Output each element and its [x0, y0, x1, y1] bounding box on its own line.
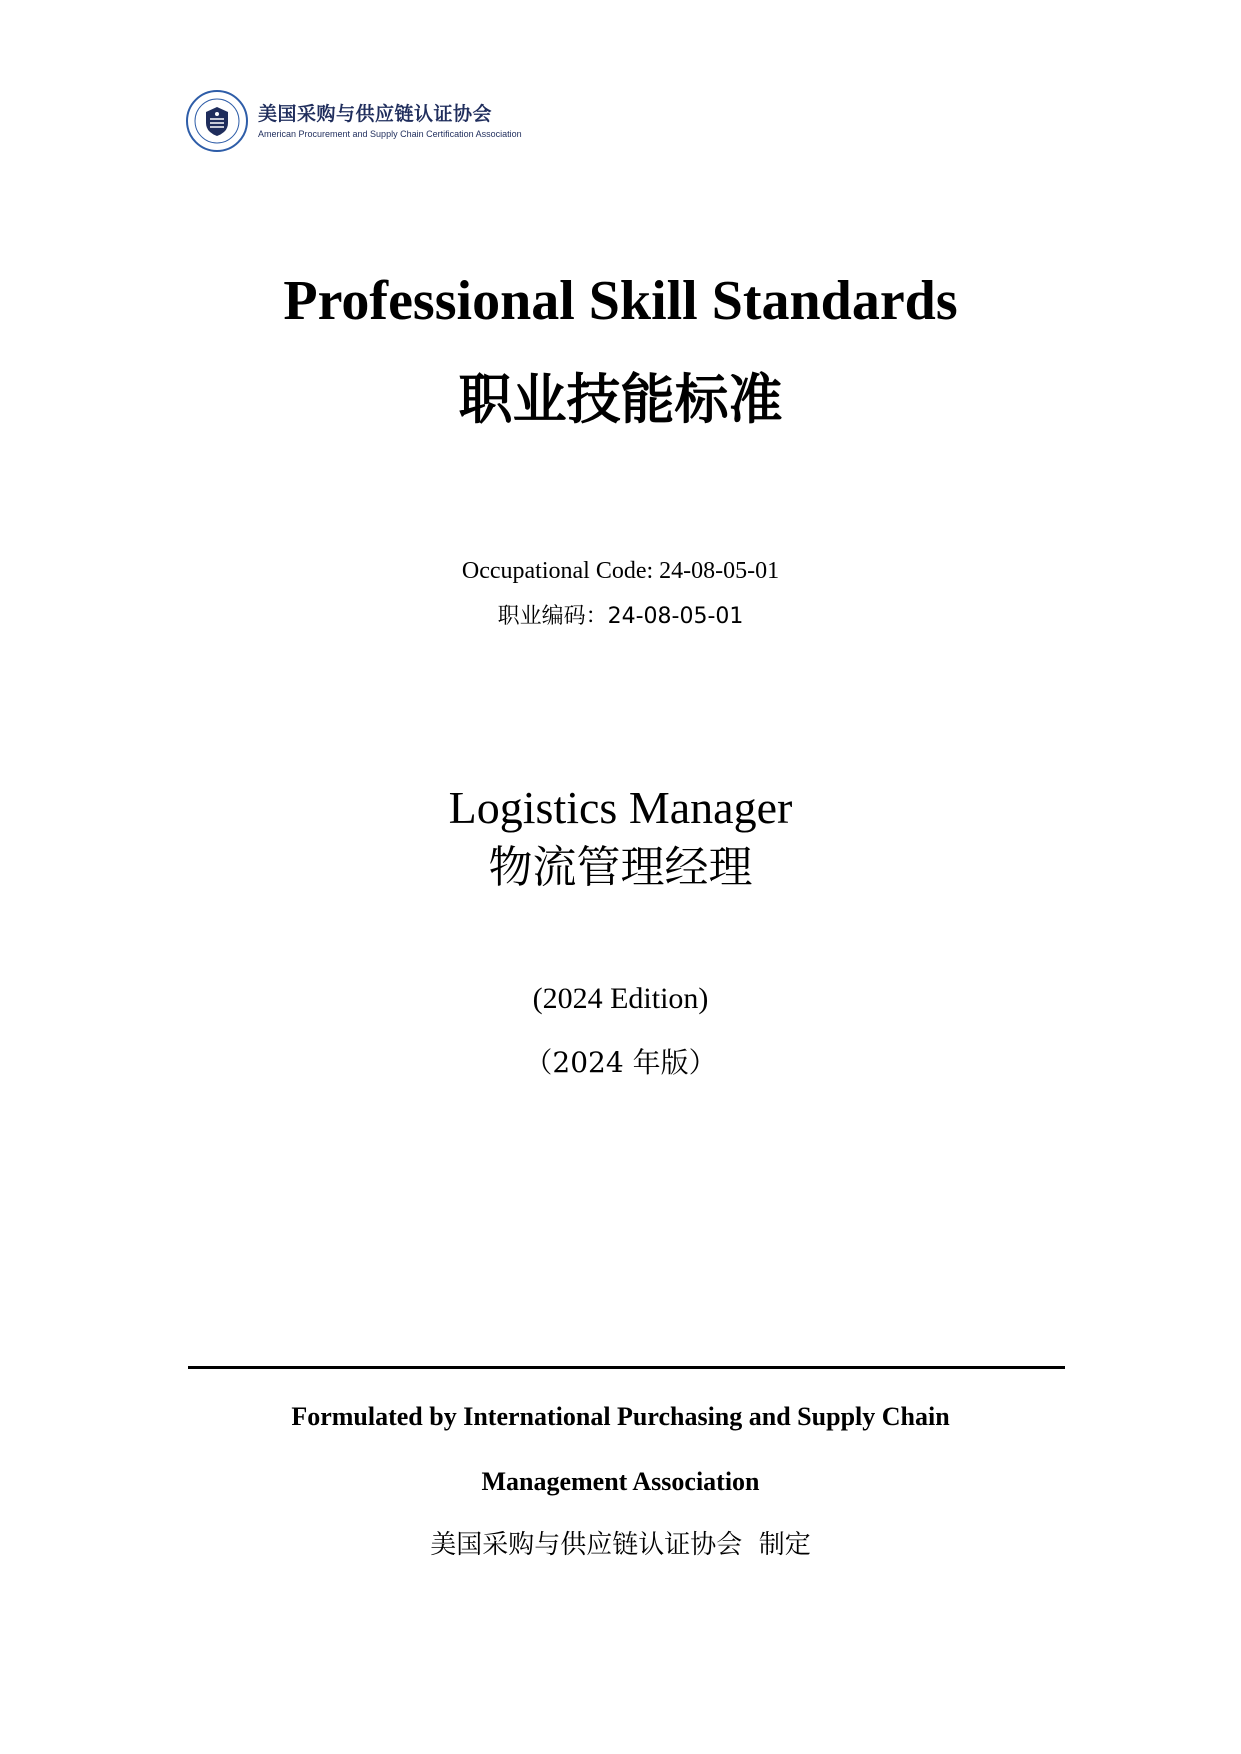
footer-divider — [188, 1366, 1065, 1369]
job-title-cn: 物流管理经理 — [488, 842, 753, 893]
association-logo — [186, 90, 522, 152]
occupational-code-cn: 职业编码：24-08-05-01 — [497, 604, 744, 629]
association-name-cn: 美国采购与供应链认证协会 — [258, 103, 493, 125]
occupational-code-en: Occupational Code: 24-08-05-01 — [461, 558, 780, 584]
formulated-by-cn: 美国采购与供应链认证协会 制定 — [430, 1530, 811, 1560]
association-name-en: American Procurement and Supply Chain Certification Association — [258, 129, 522, 139]
formulated-by-line-2: Management Association — [481, 1467, 760, 1496]
document-title-en: Professional Skill Standards — [283, 270, 958, 332]
association-seal-icon — [186, 90, 248, 152]
job-title-en: Logistics Manager — [448, 782, 793, 833]
document-title-cn: 职业技能标准 — [458, 368, 783, 431]
formulated-by-line-1: Formulated by International Purchasing and Supply Chain — [291, 1402, 950, 1431]
edition-en: (2024 Edition) — [532, 982, 709, 1015]
association-logo-text — [258, 102, 522, 140]
edition-cn: （2024 年版） — [524, 1046, 717, 1079]
